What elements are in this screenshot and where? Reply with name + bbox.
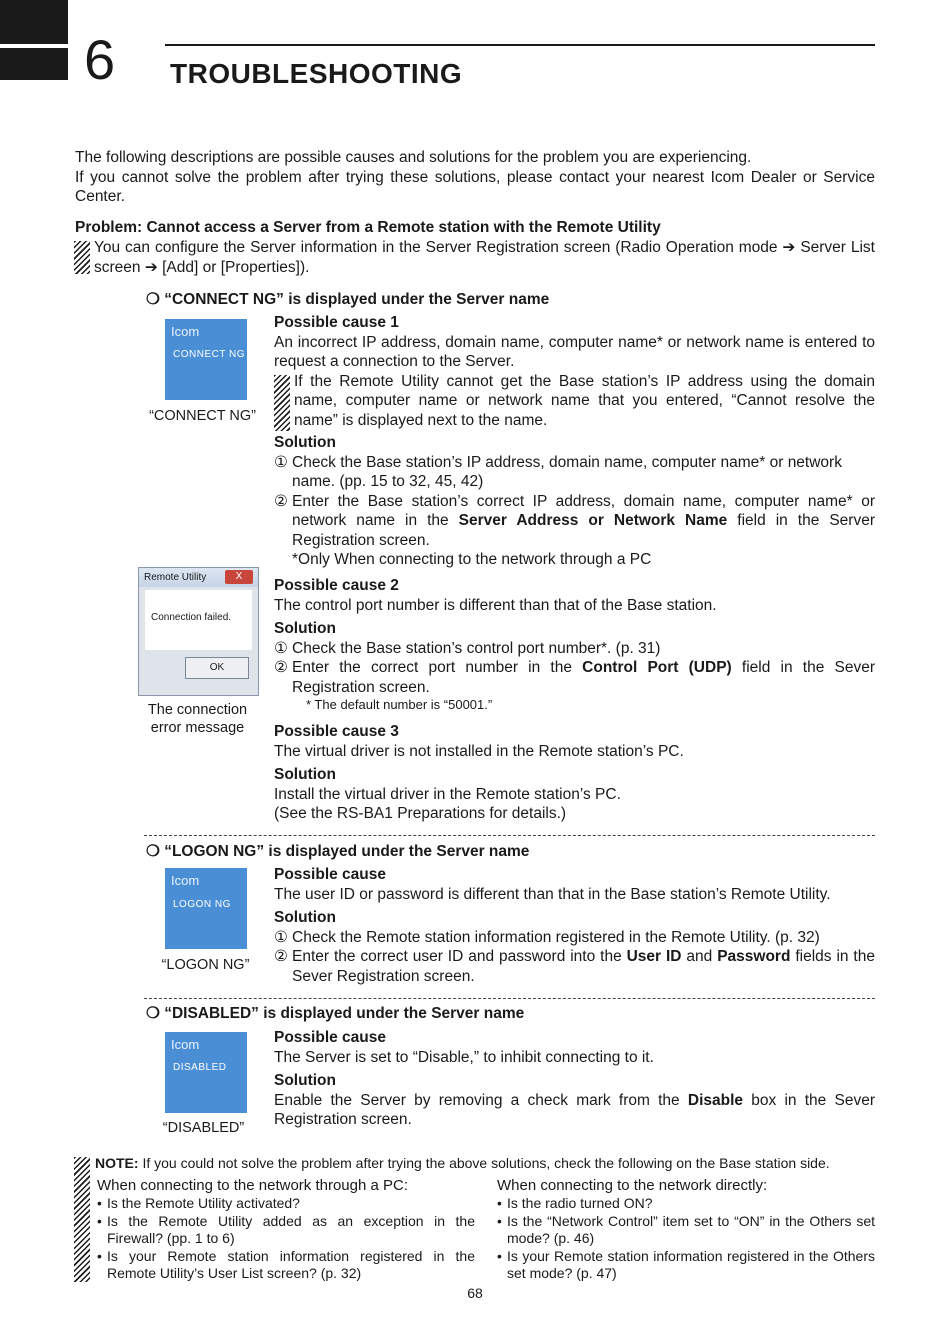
cause-1-text: An incorrect IP address, domain name, computer name* or network name is entered to request a connection to the Server. xyxy=(274,333,875,370)
logon-cause-label: Possible cause xyxy=(274,866,387,883)
list-item: • Is the Remote Utility activated? xyxy=(97,1195,300,1211)
dialog-titlebar: Remote Utility xyxy=(139,568,258,587)
close-icon: X xyxy=(225,570,253,584)
connect-ng-heading: ❍ “CONNECT NG” is displayed under the Server name xyxy=(146,291,550,308)
cause-2-text: The control port number is different than that of the Base station. xyxy=(274,596,717,614)
logon-ng-heading: ❍ “LOGON NG” is displayed under the Server name xyxy=(146,843,530,860)
list-item: • Is the “Network Control” item set to “ON” in the Others set mode? (p. 46) xyxy=(497,1212,875,1246)
chapter-title: TROUBLESHOOTING xyxy=(170,58,463,89)
intro-line-1: The following descriptions are possible causes and solutions for the problem you are experiencing. xyxy=(75,149,752,166)
disabled-block xyxy=(274,1028,875,1130)
solution-3-text-1: Install the virtual driver in the Remote station’s PC. xyxy=(274,785,621,803)
logon-cause-text: The user ID or password is different than that in the Base station’s Remote Utility. xyxy=(274,885,831,903)
disabled-caption: “DISABLED” xyxy=(162,1120,245,1136)
connection-error-dialog xyxy=(138,567,259,696)
disabled-cause-label: Possible cause xyxy=(274,1029,387,1046)
chapter-number: 6 xyxy=(84,28,116,91)
solution-1-step-2: ② Enter the Base station’s correct IP address, domain name, computer name* or network name in the Server Address or Network Name field in the Server Registration screen. xyxy=(274,492,875,549)
cause-1-note: If the Remote Utility cannot get the Base station’s IP address using the domain name, computer name or network name that you entered, “Cannot resolve the name” is displayed next to the name. xyxy=(274,372,875,431)
thumb-status: CONNECT NG xyxy=(173,349,246,360)
icom-logo: Icom xyxy=(171,1037,200,1052)
solution-2-step-1: ① Check the Base station’s control port number*. (p. 31) xyxy=(274,639,661,657)
cause-3-block xyxy=(274,722,875,824)
solution-1-footnote: *Only When connecting to the network through a PC xyxy=(292,551,652,568)
connect-ng-thumbnail xyxy=(165,319,247,400)
list-item: • Is the Remote Utility added as an exception in the Firewall? (pp. 1 to 6) xyxy=(97,1212,475,1246)
cause-3-label: Possible cause 3 xyxy=(274,723,399,740)
solution-1-step-1: ① Check the Base station’s IP address, domain name, computer name* or network name. (pp. 15 to 32, 45, 42) xyxy=(274,453,842,490)
connect-ng-caption: “CONNECT NG” xyxy=(149,408,256,424)
cause-2-label: Possible cause 2 xyxy=(274,577,399,594)
note-hatch-icon xyxy=(74,1157,90,1282)
intro-line-2: If you cannot solve the problem after trying these solutions, please contact your nearest Icom Dealer or Service Center. xyxy=(75,168,875,205)
dialog-caption: The connection error message xyxy=(147,702,248,736)
solution-1-label: Solution xyxy=(274,434,336,451)
note-hatch-icon xyxy=(74,241,90,274)
icom-logo: Icom xyxy=(171,873,200,888)
problem-title: Problem: Cannot access a Server from a Remote station with the Remote Utility xyxy=(75,219,661,236)
disabled-solution-label: Solution xyxy=(274,1072,336,1089)
logon-ng-thumbnail xyxy=(165,868,247,949)
cause-3-text: The virtual driver is not installed in the Remote station’s PC. xyxy=(274,742,684,760)
disabled-heading: ❍ “DISABLED” is displayed under the Server name xyxy=(146,1005,525,1022)
bullet-ring-icon: ❍ xyxy=(146,1005,165,1022)
dialog-ok-button: OK xyxy=(185,657,249,679)
solution-3-text-2: (See the RS-BA1 Preparations for details.) xyxy=(274,805,567,822)
logon-step-1: ① Check the Remote station information registered in the Remote Utility. (p. 32) xyxy=(274,928,820,946)
note-right-column xyxy=(497,1177,875,1283)
problem-note: You can configure the Server information in the Server Registration screen (Radio Operation mode ➔ Server List screen ➔ [Add] or [Properties]). xyxy=(94,239,875,276)
solution-3-label: Solution xyxy=(274,766,336,783)
logon-solution-label: Solution xyxy=(274,909,336,926)
thumb-status: DISABLED xyxy=(173,1062,227,1073)
dialog-message: Connection failed. xyxy=(151,612,232,623)
intro xyxy=(75,148,875,207)
note-left-column xyxy=(97,1177,475,1283)
section-divider xyxy=(144,835,875,836)
list-item: • Is your Remote station information registered in the Remote Utility’s User List screen? (p. 32) xyxy=(97,1247,475,1281)
note-intro: NOTE: If you could not solve the problem after trying the above solutions, check the following on the Base station side. xyxy=(95,1155,830,1171)
solution-2-step-2: ② Enter the correct port number in the Control Port (UDP) field in the Sever Registration screen. xyxy=(274,659,875,696)
logon-ng-caption: “LOGON NG” xyxy=(161,957,250,973)
list-item: • Is your Remote station information registered in the Others set mode? (p. 47) xyxy=(497,1247,875,1281)
disabled-solution-text: Enable the Server by removing a check mark from the Disable box in the Sever Registration screen. xyxy=(274,1091,876,1128)
note-right-heading: When connecting to the network directly: xyxy=(497,1177,768,1194)
section-divider xyxy=(144,998,875,999)
page-number: 68 xyxy=(467,1285,483,1301)
icom-logo: Icom xyxy=(171,324,200,339)
cause-2-block xyxy=(274,576,875,713)
disabled-thumbnail xyxy=(165,1032,247,1113)
logon-ng-block xyxy=(274,865,875,986)
logon-step-2: ② Enter the correct user ID and password into the User ID and Password fields in the Sever Registration screen. xyxy=(274,948,875,985)
chapter-rule xyxy=(165,44,875,46)
chapter-tab xyxy=(0,0,68,80)
note-left-heading: When connecting to the network through a PC: xyxy=(97,1177,409,1194)
solution-2-footnote: * The default number is “50001.” xyxy=(306,697,493,712)
solution-2-label: Solution xyxy=(274,620,336,637)
note-hatch-icon xyxy=(274,375,290,431)
cause-1-label: Possible cause 1 xyxy=(274,314,399,331)
bullet-ring-icon: ❍ xyxy=(146,843,165,860)
list-item: • Is the radio turned ON? xyxy=(497,1195,653,1211)
bullet-ring-icon: ❍ xyxy=(146,291,165,308)
disabled-cause-text: The Server is set to “Disable,” to inhibit connecting to it. xyxy=(274,1048,654,1066)
connect-ng-causes xyxy=(274,313,875,570)
thumb-status: LOGON NG xyxy=(173,899,231,910)
